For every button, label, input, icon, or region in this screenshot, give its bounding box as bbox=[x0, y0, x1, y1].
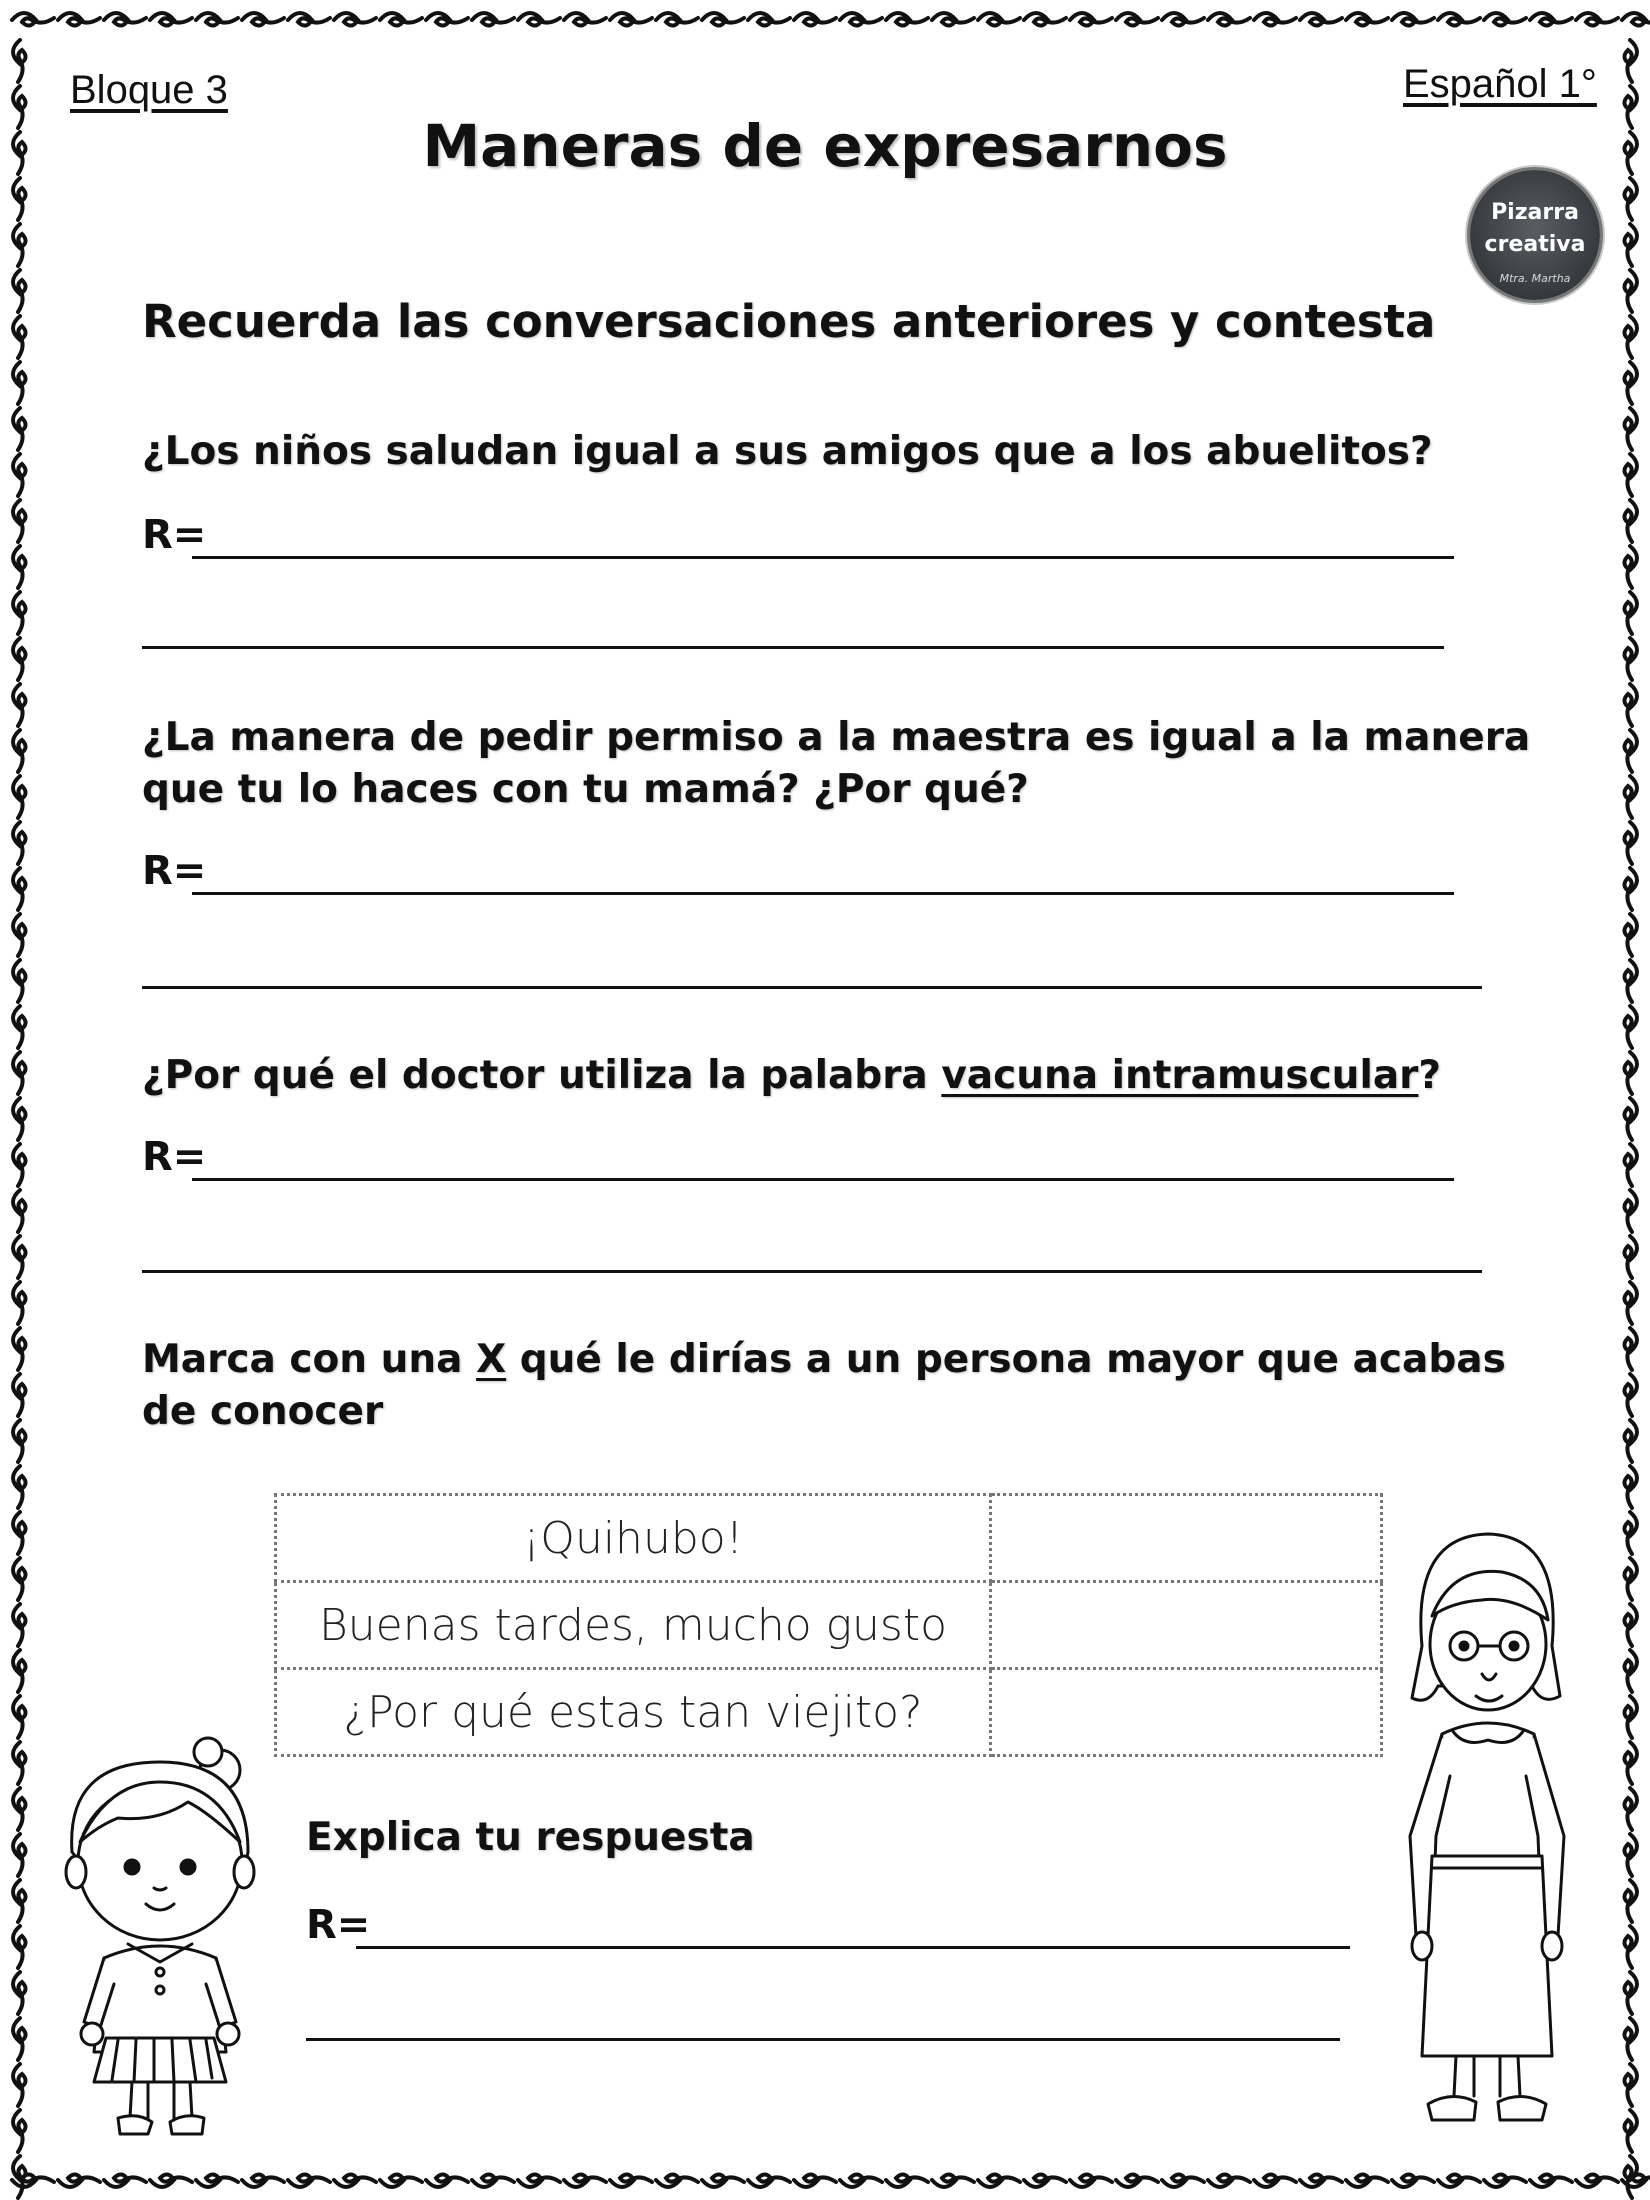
grandmother-drawing bbox=[1392, 1516, 1578, 2144]
table-row bbox=[276, 1669, 1382, 1756]
logo-line-1: Pizarra bbox=[1491, 200, 1579, 225]
answer-prefix-4: R= bbox=[306, 1902, 371, 1948]
mark-text-start: Marca con una bbox=[142, 1337, 477, 1382]
options-table bbox=[274, 1493, 1383, 1757]
table-row bbox=[276, 1582, 1382, 1669]
block-label: Bloque 3 bbox=[70, 68, 228, 112]
answer-line-4a[interactable] bbox=[356, 1946, 1350, 1949]
girl-drawing bbox=[48, 1722, 278, 2142]
answer-prefix-1: R= bbox=[142, 512, 207, 558]
answer-line-2b[interactable] bbox=[142, 986, 1482, 989]
page-title: Maneras de expresarnos bbox=[422, 112, 1228, 180]
subject-label: Español 1° bbox=[1403, 62, 1597, 106]
question-3-end: ? bbox=[1418, 1053, 1441, 1098]
mark-text-end: qué le dirías a un persona mayor que acabas bbox=[506, 1337, 1506, 1382]
question-2-line-1: ¿La manera de pedir permiso a la maestra es igual a la manera bbox=[142, 715, 1531, 760]
answer-prefix-3: R= bbox=[142, 1134, 207, 1180]
logo-signature: Mtra. Martha bbox=[1499, 272, 1571, 285]
answer-line-1a[interactable] bbox=[192, 556, 1454, 559]
answer-line-4b[interactable] bbox=[306, 2038, 1340, 2041]
answer-line-2a[interactable] bbox=[192, 892, 1454, 895]
question-3-text: ¿Por qué el doctor utiliza la palabra bbox=[142, 1053, 942, 1098]
option-label: Buenas tardes, mucho gusto bbox=[276, 1582, 991, 1669]
logo-line-2: creativa bbox=[1484, 232, 1586, 257]
option-mark-box[interactable] bbox=[991, 1582, 1382, 1669]
explain-label: Explica tu respuesta bbox=[306, 1815, 755, 1860]
question-2-line-2: que tu lo haces con tu mamá? ¿Por qué? bbox=[142, 767, 1029, 812]
question-1: ¿Los niños saludan igual a sus amigos que a los abuelitos? bbox=[142, 429, 1433, 474]
pizarra-creativa-logo bbox=[1470, 170, 1600, 300]
mark-x: X bbox=[476, 1337, 507, 1382]
instruction-heading: Recuerda las conversaciones anteriores y contesta bbox=[142, 295, 1436, 348]
answer-line-3b[interactable] bbox=[142, 1270, 1482, 1273]
answer-prefix-2: R= bbox=[142, 848, 207, 894]
underlined-term: vacuna intramuscular bbox=[941, 1053, 1419, 1098]
question-2 bbox=[142, 712, 1530, 816]
option-label: ¿Por qué estas tan viejito? bbox=[276, 1669, 991, 1756]
question-3 bbox=[142, 1050, 1441, 1102]
mark-instruction bbox=[142, 1334, 1506, 1438]
answer-line-1b[interactable] bbox=[142, 646, 1444, 649]
option-mark-box[interactable] bbox=[991, 1495, 1382, 1582]
option-label: ¡Quihubo! bbox=[276, 1495, 991, 1582]
answer-line-3a[interactable] bbox=[192, 1178, 1454, 1181]
mark-line-2: de conocer bbox=[142, 1389, 384, 1434]
table-row bbox=[276, 1495, 1382, 1582]
option-mark-box[interactable] bbox=[991, 1669, 1382, 1756]
